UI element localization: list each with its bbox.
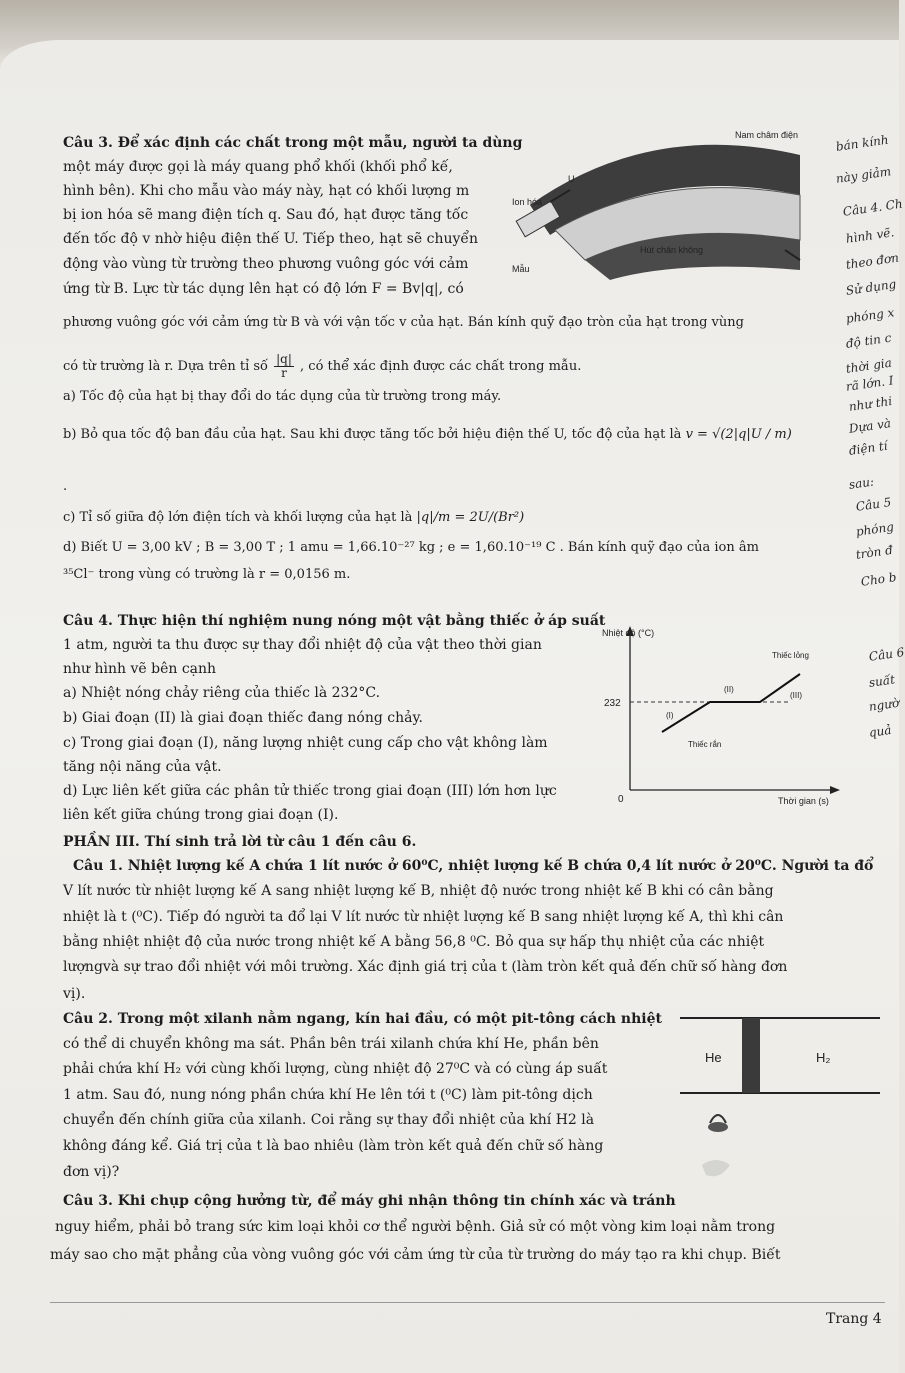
q4-line-1: Câu 4. Thực hiện thí nghiệm nung nóng một vật bằng thiếc ở áp suất bbox=[63, 613, 606, 629]
q3-statement-d-cont: ³⁵Cl⁻ trong vùng có trường là r = 0,0156 m. bbox=[63, 567, 351, 582]
part3-q2-line-3: phải chứa khí H₂ với cùng khối lượng, cùng nhiệt độ 27⁰C và có cùng áp suất bbox=[63, 1061, 608, 1077]
part3-q3-line-2: nguy hiểm, phải bỏ trang sức kim loại khỏi cơ thể người bệnh. Giả sử có một vòng kim loại nằm trong bbox=[55, 1219, 776, 1235]
page-number: Trang 4 bbox=[826, 1311, 882, 1327]
q4-statement-d-cont: liên kết giữa chúng trong giai đoạn (I). bbox=[63, 807, 339, 823]
ratio-formula: |q|/m = 2U/(Br²) bbox=[416, 510, 525, 525]
part3-q2-line-5: chuyển đến chính giữa của xilanh. Coi rằng sự thay đổi nhiệt của khí H2 là bbox=[63, 1112, 595, 1128]
q3-line-5: đến tốc độ v nhờ hiệu điện thế U. Tiếp theo, hạt sẽ chuyển bbox=[63, 231, 479, 247]
q3-line-8: phương vuông góc với cảm ứng từ B và với vận tốc v của hạt. Bán kính quỹ đạo tròn của hạt trong vùng bbox=[63, 315, 744, 330]
q3-line-4: bị ion hóa sẽ mang điện tích q. Sau đó, hạt được tăng tốc bbox=[63, 207, 469, 223]
q4-statement-a: a) Nhiệt nóng chảy riêng của thiếc là 232°C. bbox=[63, 685, 381, 701]
diagram-label-vacuum: Hút chân không bbox=[640, 245, 704, 255]
heating-curve-chart bbox=[600, 622, 845, 807]
part3-q2-line-6: không đáng kể. Giá trị của t là bao nhiêu (làm tròn kết quả đến chữ số hàng bbox=[63, 1138, 604, 1154]
cylinder-label-h2: H₂ bbox=[816, 1050, 831, 1065]
chart-phase-liquid: Thiếc lỏng bbox=[772, 651, 809, 660]
diagram-label-magnet: Nam châm điện bbox=[735, 130, 799, 140]
q3-line-1: Câu 3. Để xác định các chất trong một mẫu, người ta dùng bbox=[63, 135, 523, 151]
q3-statement-b: b) Bỏ qua tốc độ ban đầu của hạt. Sau khi được tăng tốc bởi hiệu điện thế U, tốc độ của hạt là v = √(2|q|U / m) bbox=[63, 427, 792, 442]
right-column-fragment: thời gia bbox=[845, 355, 893, 376]
part3-q3-line-1: Câu 3. Khi chụp cộng hưởng từ, để máy ghi nhận thông tin chính xác và tránh bbox=[63, 1193, 676, 1209]
q4-statement-b: b) Giai đoạn (II) là giai đoạn thiếc đang nóng chảy. bbox=[63, 710, 423, 726]
chart-stage-3: (III) bbox=[790, 691, 802, 700]
q3-line-6: động vào vùng từ trường theo phương vuông góc với cảm bbox=[63, 256, 469, 272]
chart-x-axis-label: Thời gian (s) bbox=[778, 796, 829, 806]
right-column-fragment: suất bbox=[868, 672, 896, 690]
cylinder-label-he: He bbox=[705, 1050, 722, 1065]
part3-heading: PHẦN III. Thí sinh trả lời từ câu 1 đến câu 6. bbox=[63, 834, 417, 850]
chart-phase-solid: Thiếc rắn bbox=[688, 740, 722, 749]
part3-q2-line-4: 1 atm. Sau đó, nung nóng phần chứa khí He lên tới t (⁰C) làm pit-tông dịch bbox=[63, 1087, 593, 1103]
right-column-fragment: Cho b bbox=[860, 570, 898, 589]
right-column-fragment: rã lớn. I bbox=[845, 373, 895, 394]
chart-y-tick: 232 bbox=[604, 698, 621, 709]
part3-q2-line-2: có thể di chuyển không ma sát. Phần bên trái xilanh chứa khí He, phần bên bbox=[63, 1036, 599, 1052]
right-column-fragment: quả bbox=[868, 722, 893, 740]
right-column-fragment: như thi bbox=[848, 393, 893, 414]
q3-statement-d: d) Biết U = 3,00 kV ; B = 3,00 T ; 1 amu = 1,66.10⁻²⁷ kg ; e = 1,60.10⁻¹⁹ C . Bán kính quỹ đạo của ion âm bbox=[63, 540, 759, 555]
q3-line-2: một máy được gọi là máy quang phổ khối (khối phổ kế, bbox=[63, 159, 453, 175]
q3-ratio-line: có từ trường là r. Dựa trên tỉ số $\frac{|q|}{r}$ , có thể xác định được các chất trong mẫu. bbox=[63, 352, 582, 380]
q4-line-2: 1 atm, người ta thu được sự thay đổi nhiệt độ của vật theo thời gian bbox=[63, 637, 542, 653]
footer-rule bbox=[50, 1302, 885, 1303]
chart-stage-2: (II) bbox=[724, 685, 734, 694]
diagram-label-u: U bbox=[568, 174, 575, 184]
right-column-fragment: Dựa và bbox=[848, 416, 892, 436]
right-column-fragment: Câu 6 bbox=[868, 645, 905, 664]
right-column-fragment: sau: bbox=[848, 474, 875, 492]
fraction-q-over-r: $\frac{|q|}{r}$ bbox=[276, 352, 292, 380]
right-column-fragment: Câu 4. Ch bbox=[842, 196, 904, 219]
q3-statement-c: c) Tỉ số giữa độ lớn điện tích và khối lượng của hạt là |q|/m = 2U/(Br²) bbox=[63, 510, 525, 525]
velocity-formula: v = √(2|q|U / m) bbox=[685, 427, 792, 442]
chart-origin: 0 bbox=[618, 794, 624, 805]
q4-line-3: như hình vẽ bên cạnh bbox=[63, 661, 217, 677]
piston bbox=[742, 1018, 760, 1093]
chart-y-axis-label: Nhiệt độ (°C) bbox=[602, 628, 655, 638]
part3-q1-line-5: lượngvà sự trao đổi nhiệt với môi trường. Xác định giá trị của t (làm tròn kết quả đến chữ số hàng đơn bbox=[63, 959, 788, 975]
right-column-fragment: Sử dụng bbox=[845, 276, 898, 298]
right-column-fragment: độ tin c bbox=[845, 330, 893, 351]
q3-line-7: ứng từ B. Lực từ tác dụng lên hạt có độ lớn F = Bv|q|, có bbox=[63, 281, 464, 297]
diagram-label-sample: Mẫu bbox=[512, 264, 530, 274]
right-column-fragment: Câu 5 bbox=[855, 495, 893, 514]
part3-q1-line-4: bằng nhiệt nhiệt độ của nước trong nhiệt kế A bằng 56,8 ⁰C. Bỏ qua sự hấp thụ nhiệt của các nhiệt bbox=[63, 934, 765, 950]
right-column-fragment: này giảm bbox=[835, 164, 892, 186]
right-column-fragment: điện tí bbox=[848, 438, 889, 458]
part3-q1-line-6: vị). bbox=[63, 986, 86, 1002]
diagram-label-ionize: Ion hóa bbox=[512, 197, 543, 207]
right-column-fragment: tròn đ bbox=[855, 542, 894, 562]
chart-stage-1: (I) bbox=[666, 711, 674, 720]
part3-q1-line-2: V lít nước từ nhiệt lượng kế A sang nhiệt lượng kế B, nhiệt độ nước trong nhiệt kế B khi có cân bằng bbox=[63, 883, 774, 899]
q4-statement-c-cont: tăng nội năng của vật. bbox=[63, 759, 222, 775]
part3-q3-line-3: máy sao cho mặt phẳng của vòng vuông góc với cảm ứng từ của từ trường do máy tạo ra khi chụp. Biết bbox=[50, 1247, 781, 1263]
q3-line-3: hình bên). Khi cho mẫu vào máy này, hạt có khối lượng m bbox=[63, 183, 470, 199]
part3-q1-line-1: Câu 1. Nhiệt lượng kế A chứa 1 lít nước ở 60⁰C, nhiệt lượng kế B chứa 0,4 lít nước ở 20⁰C. Người ta đổ bbox=[73, 858, 874, 874]
right-column-fragment: hình vẽ. bbox=[845, 225, 896, 246]
right-column-fragment: theo đơn bbox=[845, 250, 900, 272]
mass-spectrometer-diagram bbox=[500, 110, 830, 285]
right-column-fragment: ngườ bbox=[868, 695, 901, 714]
part3-q1-line-3: nhiệt là t (⁰C). Tiếp đó người ta đổ lại V lít nước từ nhiệt lượng kế B sang nhiệt lượng kế A, thì khi cân bbox=[63, 909, 784, 925]
q3-statement-a: a) Tốc độ của hạt bị thay đổi do tác dụng của từ trường trong máy. bbox=[63, 389, 502, 404]
right-column-fragment: bán kính bbox=[835, 132, 890, 154]
right-column-fragment: phóng bbox=[855, 519, 895, 539]
cylinder-diagram bbox=[680, 1015, 890, 1190]
part3-q2-line-1: Câu 2. Trong một xilanh nằm ngang, kín hai đầu, có một pit-tông cách nhiệt bbox=[63, 1011, 662, 1027]
right-column-fragment: phóng x bbox=[845, 305, 896, 326]
dot-mark: . bbox=[63, 479, 68, 494]
q4-statement-c: c) Trong giai đoạn (I), năng lượng nhiệt cung cấp cho vật không làm bbox=[63, 735, 548, 751]
q4-statement-d: d) Lực liên kết giữa các phân tử thiếc trong giai đoạn (III) lớn hơn lực bbox=[63, 783, 557, 799]
part3-q2-line-7: đơn vị)? bbox=[63, 1164, 120, 1180]
